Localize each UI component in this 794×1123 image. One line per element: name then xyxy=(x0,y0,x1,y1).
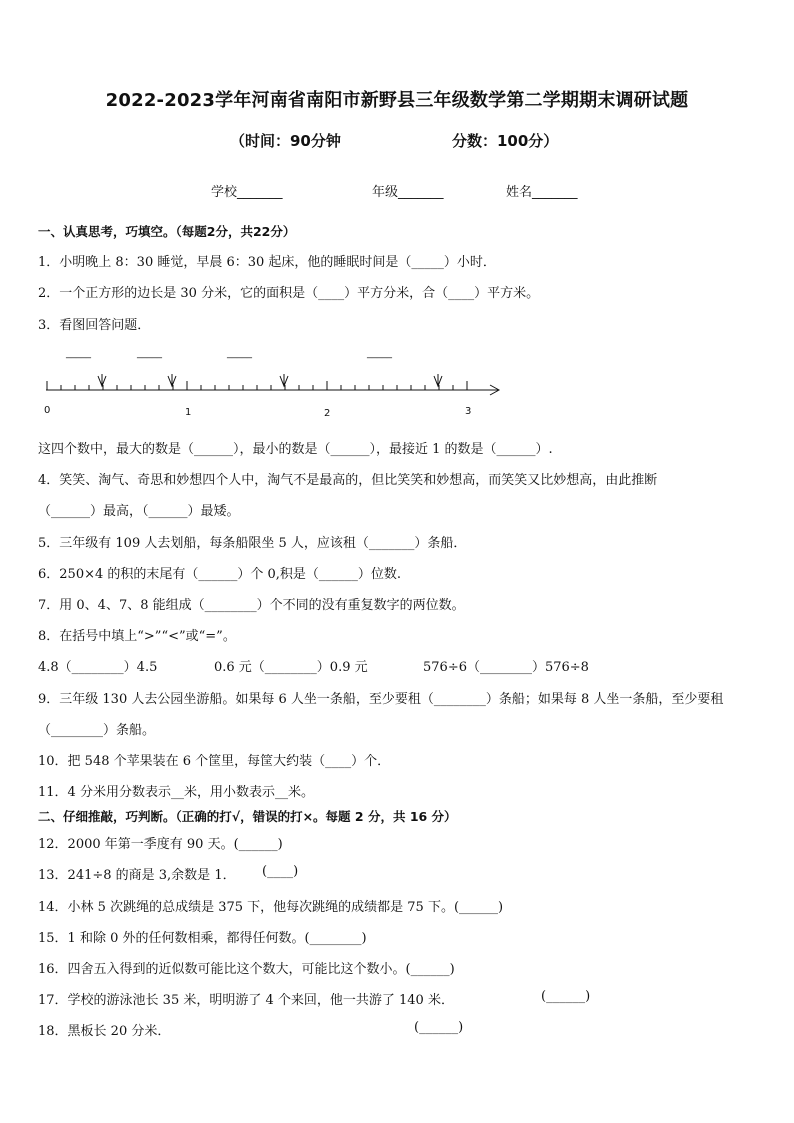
exam-time: （时间：90分钟 xyxy=(230,132,341,150)
section-2-heading: 二、仔细推敲，巧判断。（正确的打√，错误的打×。每题 2 分，共 16 分） xyxy=(38,809,457,824)
marker-arrow-4 xyxy=(434,374,442,386)
exam-title: 2022-2023学年河南省南阳市新野县三年级数学第二学期期末调研试题 xyxy=(105,90,689,111)
number-line-figure xyxy=(0,340,794,430)
question-17: 17．学校的游泳池长 35 米，明明游了 4 个来回，他一共游了 140 米． xyxy=(38,993,454,1008)
question-13-answer-blank[interactable]: (____) xyxy=(262,864,299,879)
question-4-line-1: 4．笑笑、淘气、奇思和妙想四个人中，淘气不是最高的，但比笑笑和妙想高，而笑笑又比妙想高，由此推断 xyxy=(38,473,658,488)
question-9-line-2: （________）条船。 xyxy=(38,723,156,738)
tick-label-0: 0 xyxy=(44,405,51,416)
question-4-line-2: （______）最高，（______）最矮。 xyxy=(38,504,240,519)
question-3-prompt: 这四个数中，最大的数是（______），最小的数是（______），最接近 1 的数是（______）. xyxy=(38,442,553,457)
tick-label-3: 3 xyxy=(465,406,472,417)
question-8: 8．在括号中填上“>”“<”或“=”。 xyxy=(38,629,236,644)
question-12: 12．2000 年第一季度有 90 天。(______) xyxy=(38,837,283,852)
question-9-line-1: 9．三年级 130 人去公园坐游船。如果每 6 人坐一条船，至少要租（________）条船；如果每 8 人坐一条船，至少要租 xyxy=(38,692,724,707)
question-8-item-2: 0.6 元（________）0.9 元 xyxy=(214,660,368,675)
question-1: 1．小明晚上 8：30 睡觉，早晨 6：30 起床，他的睡眠时间是（_____）小时． xyxy=(38,255,496,270)
section-1-heading: 一、认真思考，巧填空。（每题2分，共22分） xyxy=(38,224,296,239)
name-field[interactable]: 姓名_______ xyxy=(506,185,578,200)
marker-arrow-3 xyxy=(280,374,288,386)
question-14: 14．小林 5 次跳绳的总成绩是 375 下，他每次跳绳的成绩都是 75 下。(______) xyxy=(38,900,504,915)
question-7: 7．用 0、4、7、8 能组成（________）个不同的没有重复数字的两位数。 xyxy=(38,598,465,613)
question-8-item-3: 576÷6（________）576÷8 xyxy=(423,660,589,675)
question-18: 18．黑板长 20 分米． xyxy=(38,1024,171,1039)
number-line-ticks xyxy=(47,381,467,390)
question-5: 5．三年级有 109 人去划船，每条船限坐 5 人，应该租（_______）条船． xyxy=(38,536,467,551)
tick-label-2: 2 xyxy=(324,408,331,419)
exam-score: 分数：100分） xyxy=(452,132,559,150)
question-16: 16．四舍五入得到的近似数可能比这个数大，可能比这个数小。(______) xyxy=(38,962,455,977)
question-13: 13．241÷8 的商是 3,余数是 1． xyxy=(38,868,236,883)
grade-field[interactable]: 年级_______ xyxy=(372,185,444,200)
marker-arrow-1 xyxy=(98,374,106,386)
question-2: 2．一个正方形的边长是 30 分米，它的面积是（____）平方分米，合（____）平方米。 xyxy=(38,286,540,301)
question-18-answer-blank[interactable]: (______) xyxy=(414,1020,464,1035)
school-field[interactable]: 学校_______ xyxy=(211,185,283,200)
blank-4[interactable]: _____ xyxy=(367,348,392,359)
tick-label-1: 1 xyxy=(185,407,192,418)
question-17-answer-blank[interactable]: (______) xyxy=(541,989,591,1004)
blank-1[interactable]: _____ xyxy=(66,348,91,359)
marker-arrow-2 xyxy=(168,374,176,386)
question-10: 10．把 548 个苹果装在 6 个筐里，每筐大约装（____）个． xyxy=(38,754,391,769)
blank-2[interactable]: _____ xyxy=(137,348,162,359)
blank-3[interactable]: _____ xyxy=(227,348,252,359)
question-3: 3．看图回答问题． xyxy=(38,318,151,333)
question-11: 11．4 分米用分数表示__米，用小数表示__米。 xyxy=(38,785,314,800)
question-6: 6．250×4 的积的末尾有（______）个 0,积是（______）位数. xyxy=(38,567,402,582)
question-8-item-1: 4.8（________）4.5 xyxy=(38,660,158,675)
question-15: 15．1 和除 0 外的任何数相乘，都得任何数。(________) xyxy=(38,931,367,946)
